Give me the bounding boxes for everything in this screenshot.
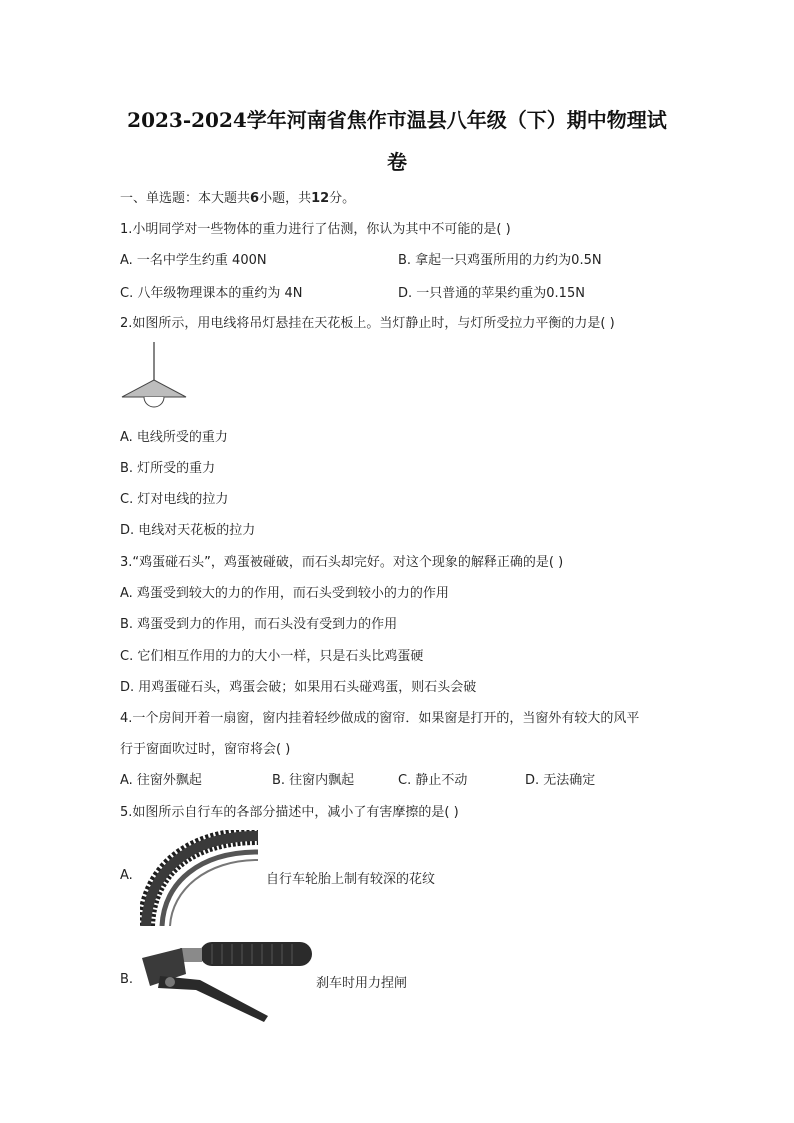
- hanging-lamp-icon: [118, 340, 190, 412]
- question-4-stem-line1: 4.一个房间开着一扇窗，窗内挂着轻纱做成的窗帘．如果窗是打开的，当窗外有较大的风平: [120, 711, 640, 726]
- question-2-option-b: B. 灯所受的重力: [120, 461, 216, 476]
- question-3-option-d: D. 用鸡蛋碰石头，鸡蛋会破；如果用石头碰鸡蛋，则石头会破: [120, 680, 477, 695]
- question-5-option-a-text: 自行车轮胎上制有较深的花纹: [266, 872, 436, 887]
- question-4-option-d: D. 无法确定: [525, 773, 596, 788]
- question-4-option-c: C. 静止不动: [398, 773, 468, 788]
- question-5-stem: 5.如图所示自行车的各部分描述中，减小了有害摩擦的是( ): [120, 805, 459, 820]
- section-score: 12: [311, 191, 330, 206]
- question-2-stem: 2.如图所示，用电线将吊灯悬挂在天花板上。当灯静止时，与灯所受拉力平衡的力是( ): [120, 316, 615, 331]
- section-mid: 小题，共: [259, 191, 312, 206]
- section-label: 一、单选题：本大题共: [120, 191, 251, 206]
- question-3-option-b: B. 鸡蛋受到力的作用，而石头没有受到力的作用: [120, 617, 398, 632]
- exam-title-line1: 2023-2024学年河南省焦作市温县八年级（下）期中物理试: [127, 108, 667, 132]
- question-5-option-b-letter: B.: [120, 972, 134, 987]
- question-1-option-a: A. 一名中学生约重 400N: [120, 253, 267, 268]
- bicycle-brake-lever-icon: [140, 936, 316, 1024]
- question-2-option-d: D. 电线对天花板的拉力: [120, 523, 256, 538]
- question-2-option-c: C. 灯对电线的拉力: [120, 492, 229, 507]
- question-4-option-a: A. 往窗外飘起: [120, 773, 202, 788]
- section-end: 分。: [329, 191, 356, 206]
- question-2-option-a: A. 电线所受的重力: [120, 430, 228, 445]
- question-1-option-b: B. 拿起一只鸡蛋所用的力约为0.5N: [398, 253, 602, 268]
- section-count: 6: [250, 191, 260, 206]
- section-heading: [120, 187, 355, 206]
- question-3-option-a: A. 鸡蛋受到较大的力的作用，而石头受到较小的力的作用: [120, 586, 449, 601]
- question-4-option-b: B. 往窗内飘起: [272, 773, 355, 788]
- question-1-stem: 1.小明同学对一些物体的重力进行了估测，你认为其中不可能的是( ): [120, 222, 511, 237]
- question-5-option-a-letter: A.: [120, 868, 133, 883]
- question-1-option-c: C. 八年级物理课本的重约为 4N: [120, 286, 303, 301]
- exam-title-line2: 卷: [387, 150, 407, 174]
- question-4-stem-line2: 行于窗面吹过时，窗帘将会( ): [120, 742, 291, 757]
- question-3-option-c: C. 它们相互作用的力的大小一样，只是石头比鸡蛋硬: [120, 649, 424, 664]
- question-1-option-d: D. 一只普通的苹果约重为0.15N: [398, 286, 585, 301]
- question-3-stem: 3.“鸡蛋碰石头”，鸡蛋被碰破，而石头却完好。对这个现象的解释正确的是( ): [120, 555, 564, 570]
- question-5-option-b-text: 刹车时用力捏闸: [316, 976, 408, 991]
- bicycle-tire-icon: [140, 830, 266, 926]
